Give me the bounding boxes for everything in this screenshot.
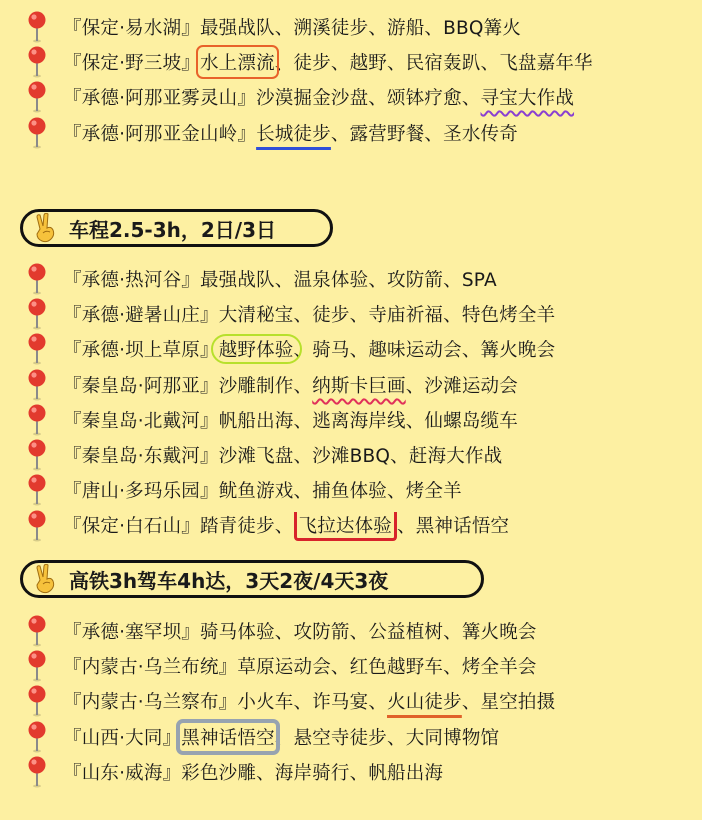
separator: 、 <box>424 124 444 145</box>
activity-item: 徒步 <box>293 53 331 74</box>
section-header-text: 高铁3h驾车4h达，3天2夜/4天3夜 <box>69 568 389 593</box>
section-header <box>20 209 333 247</box>
activity-item: 温泉体验 <box>293 270 369 291</box>
activity-item: 徒步 <box>312 305 350 326</box>
red-pushpin-icon <box>26 298 48 330</box>
separator: 、 <box>349 763 369 784</box>
activity-item: 沙雕制作 <box>218 376 294 397</box>
activity-item: 踏青徒步 <box>199 515 275 537</box>
row-text <box>63 372 518 398</box>
red-pushpin-icon <box>26 333 48 365</box>
separator: 、 <box>330 124 350 145</box>
itinerary-row <box>0 473 702 507</box>
separator: 、 <box>349 305 369 326</box>
separator: 、 <box>293 692 313 713</box>
row-text <box>63 334 555 364</box>
activity-item: 越野体验 <box>211 334 302 364</box>
itinerary-row <box>0 262 702 296</box>
destination-name: 『唐山·多玛乐园』 <box>63 481 219 502</box>
separator: 、 <box>443 622 462 643</box>
activity-item: 帆船出海 <box>368 763 444 784</box>
itinerary-row <box>0 438 702 472</box>
itinerary-row <box>0 368 702 402</box>
separator: 、 <box>274 622 294 643</box>
activity-item: 颂钵疗愈 <box>387 88 462 109</box>
row-text <box>63 477 462 503</box>
itinerary-row <box>0 509 702 543</box>
activity-item: 烤全羊会 <box>461 657 537 678</box>
activity-item: 红色越野车 <box>349 657 444 678</box>
activity-item: 攻防箭 <box>293 622 350 643</box>
activity-item: 游船 <box>387 18 425 39</box>
activity-item: SPA <box>461 270 497 291</box>
activity-item: BBQ篝火 <box>443 18 522 39</box>
activity-item: 草原运动会 <box>237 657 331 678</box>
separator: 、 <box>293 340 313 361</box>
activity-item: 火山徒步 <box>387 692 462 713</box>
activity-item: 飞拉达体验 <box>294 512 398 541</box>
activity-item: 越野 <box>349 53 388 74</box>
separator: 、 <box>387 53 406 74</box>
destination-name: 『承德·阿那亚金山岭』 <box>63 124 257 145</box>
separator: 、 <box>274 728 294 749</box>
activity-item: 溯溪徒步 <box>293 18 369 39</box>
separator: 、 <box>274 18 294 39</box>
red-pushpin-icon <box>26 474 48 506</box>
destination-name: 『承德·阿那亚雾灵山』 <box>63 88 257 109</box>
activity-item: 赶海大作战 <box>408 446 503 467</box>
activity-item: 攻防箭 <box>387 270 444 291</box>
separator: 、 <box>330 53 350 74</box>
section-header-text: 车程2.5-3h，2日/3日 <box>69 217 277 242</box>
activity-item: 逃离海岸线 <box>312 411 406 432</box>
activity-item: 特色烤全羊 <box>461 305 556 326</box>
activity-item: 诈马宴 <box>312 692 369 713</box>
red-pushpin-icon <box>26 615 48 647</box>
separator: 、 <box>274 515 294 537</box>
separator: 、 <box>443 305 462 326</box>
activity-item: 纳斯卡巨画 <box>312 376 406 397</box>
activity-item: 彩色沙雕 <box>181 763 257 784</box>
row-text <box>63 407 518 433</box>
row-text <box>63 266 497 292</box>
itinerary-row <box>0 10 702 44</box>
activity-item: 骑马体验 <box>199 622 275 643</box>
itinerary-row <box>0 720 702 754</box>
itinerary-row <box>0 403 702 437</box>
row-text <box>63 688 555 714</box>
itinerary-row <box>0 332 702 366</box>
row-text <box>63 301 555 327</box>
destination-name: 『秦皇岛·阿那亚』 <box>63 376 219 397</box>
activity-item: 黑神话悟空 <box>415 515 510 537</box>
activity-item: 沙滩运动会 <box>424 376 518 397</box>
destination-name: 『保定·野三坡』 <box>63 53 200 74</box>
separator: 、 <box>274 53 294 74</box>
destination-name: 『承德·塞罕坝』 <box>63 622 200 643</box>
activity-item: 帆船出海 <box>218 411 294 432</box>
red-pushpin-icon <box>26 685 48 717</box>
activity-item: 仙螺岛缆车 <box>424 411 518 432</box>
activity-item: 最强战队 <box>199 18 275 39</box>
red-pushpin-icon <box>26 439 48 471</box>
itinerary-row <box>0 116 702 150</box>
activity-item: 篝火晚会 <box>480 340 556 361</box>
row-text <box>63 759 443 785</box>
destination-name: 『承德·避暑山庄』 <box>63 305 219 326</box>
activity-item: 寻宝大作战 <box>480 88 575 109</box>
separator: 、 <box>349 340 369 361</box>
separator: 、 <box>293 376 313 397</box>
separator: 、 <box>293 446 313 467</box>
separator: 、 <box>405 376 425 397</box>
separator: 、 <box>368 270 388 291</box>
separator: 、 <box>256 763 275 784</box>
activity-item: 民宿轰趴 <box>405 53 481 74</box>
activity-item: 公益植树 <box>368 622 444 643</box>
activity-item: 鱿鱼游戏 <box>218 481 294 502</box>
separator: 、 <box>368 692 388 713</box>
red-pushpin-icon <box>26 81 48 113</box>
activity-item: 沙漠掘金沙盘 <box>256 88 369 109</box>
red-pushpin-icon <box>26 263 48 295</box>
victory-hand-icon <box>31 564 59 594</box>
itinerary-row <box>0 684 702 718</box>
separator: 、 <box>368 88 387 109</box>
activity-item: 沙滩BBQ <box>312 446 391 467</box>
separator: 、 <box>293 481 313 502</box>
activity-item: 海岸骑行 <box>274 763 350 784</box>
itinerary-row <box>0 297 702 331</box>
activity-item: 篝火晚会 <box>461 622 537 643</box>
destination-name: 『秦皇岛·北戴河』 <box>63 411 219 432</box>
activity-item: 悬空寺徒步 <box>293 728 388 749</box>
destination-name: 『保定·易水湖』 <box>63 18 200 39</box>
row-text <box>63 14 521 40</box>
activity-item: 骑马 <box>312 340 350 361</box>
separator: 、 <box>387 728 406 749</box>
separator: 、 <box>461 88 481 109</box>
red-pushpin-icon <box>26 721 48 753</box>
red-pushpin-icon <box>26 404 48 436</box>
separator: 、 <box>424 18 444 39</box>
red-pushpin-icon <box>26 650 48 682</box>
separator: 、 <box>461 692 481 713</box>
separator: 、 <box>443 657 462 678</box>
destination-name: 『承德·热河谷』 <box>63 270 200 291</box>
activity-item: 圣水传奇 <box>443 124 518 145</box>
separator: 、 <box>461 340 481 361</box>
separator: 、 <box>397 515 416 537</box>
separator: 、 <box>368 18 388 39</box>
row-text <box>63 653 537 679</box>
victory-hand-icon <box>31 213 59 243</box>
red-pushpin-icon <box>26 46 48 78</box>
activity-item: 趣味运动会 <box>368 340 462 361</box>
activity-item: 水上漂流 <box>200 49 275 75</box>
activity-item: 飞盘嘉年华 <box>499 53 593 74</box>
activity-item: 沙滩飞盘 <box>218 446 294 467</box>
destination-name: 『山东·威海』 <box>63 763 182 784</box>
row-text <box>63 618 537 644</box>
activity-item: 捕鱼体验 <box>312 481 388 502</box>
row-text <box>63 49 593 75</box>
activity-item: 烤全羊 <box>405 481 462 502</box>
itinerary-row <box>0 614 702 648</box>
row-text <box>63 84 574 110</box>
destination-name: 『山西·大同』 <box>63 728 182 749</box>
activity-item: 大清秘宝 <box>218 305 294 326</box>
separator: 、 <box>405 411 425 432</box>
red-pushpin-icon <box>26 756 48 788</box>
row-text <box>63 724 499 750</box>
separator: 、 <box>443 270 462 291</box>
separator: 、 <box>480 53 500 74</box>
red-pushpin-icon <box>26 510 48 542</box>
itinerary-row <box>0 80 702 114</box>
red-pushpin-icon <box>26 11 48 43</box>
activity-item: 小火车 <box>237 692 294 713</box>
itinerary-row <box>0 649 702 683</box>
row-text <box>63 442 502 468</box>
separator: 、 <box>293 411 313 432</box>
destination-name: 『秦皇岛·东戴河』 <box>63 446 219 467</box>
separator: 、 <box>274 270 294 291</box>
separator: 、 <box>387 481 406 502</box>
separator: 、 <box>349 622 369 643</box>
separator: 、 <box>293 305 313 326</box>
row-text <box>63 120 518 146</box>
activity-item: 最强战队 <box>199 270 275 291</box>
activity-item: 长城徒步 <box>256 124 331 145</box>
section-header <box>20 560 484 598</box>
row-text <box>63 512 509 541</box>
destination-name: 『保定·白石山』 <box>63 515 200 537</box>
destination-name: 『内蒙古·乌兰察布』 <box>63 692 238 713</box>
activity-item: 星空拍摄 <box>480 692 556 713</box>
itinerary-row <box>0 45 702 79</box>
red-pushpin-icon <box>26 369 48 401</box>
separator: 、 <box>390 446 409 467</box>
red-pushpin-icon <box>26 117 48 149</box>
separator: 、 <box>330 657 350 678</box>
activity-item: 黑神话悟空 <box>181 724 275 750</box>
itinerary-row <box>0 755 702 789</box>
destination-name: 『内蒙古·乌兰布统』 <box>63 657 238 678</box>
destination-name: 『承德·坝上草原』 <box>63 340 219 361</box>
activity-item: 露营野餐 <box>349 124 425 145</box>
activity-item: 大同博物馆 <box>405 728 500 749</box>
activity-item: 寺庙祈福 <box>368 305 444 326</box>
